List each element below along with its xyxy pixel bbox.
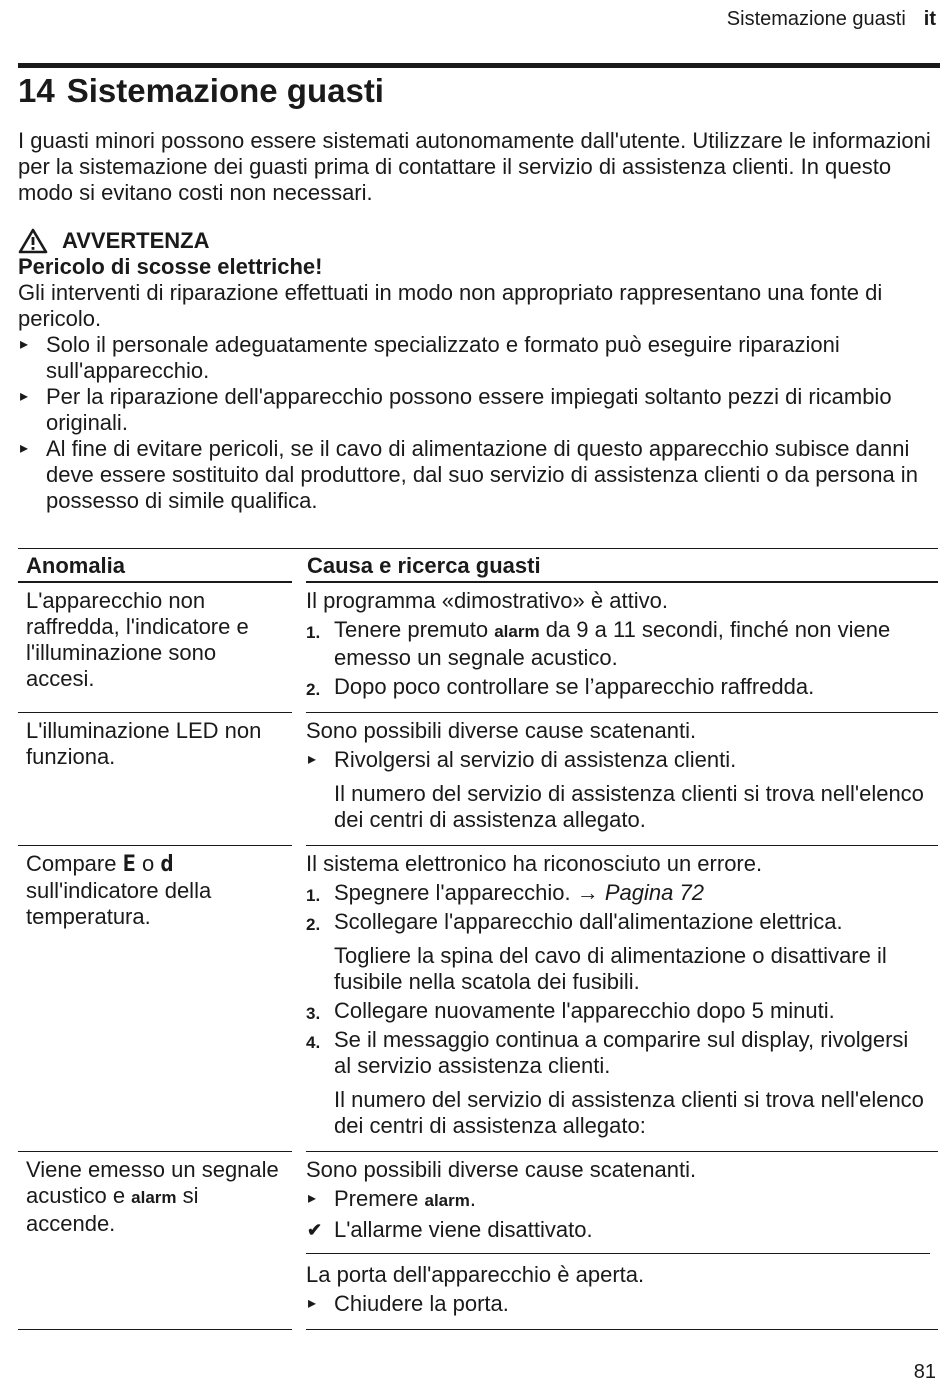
cause-text: La porta dell'apparecchio è aperta. [306, 1262, 645, 1287]
bullet-arrow-icon: ▸ [308, 1190, 317, 1207]
intro-paragraph: I guasti minori possono essere sistemati autonomamente dall'utente. Utilizzare le informazioni per la sistemazione dei guasti prima di contattare il servizio di assistenza clienti. In questo modo si evitano costi non necessari. [18, 128, 931, 205]
header-fault: Anomalia [18, 549, 299, 583]
display-symbol-e: E [122, 852, 136, 877]
warning-box [18, 228, 938, 514]
table-header-row [18, 549, 938, 583]
warning-subtitle: Pericolo di scosse elettriche! [18, 254, 323, 279]
step-item: 3. Collegare nuovamente l'apparecchio dopo 5 minuti. [306, 998, 835, 1023]
warning-bullet: ▸ Solo il personale adeguatamente specializzato e formato può eseguire riparazioni sull'apparecchio. [18, 332, 938, 384]
table-row [18, 1152, 938, 1330]
step-item: 2. Scollegare l'apparecchio dall'alimentazione elettrica. [306, 909, 843, 934]
alarm-key-label: alarm [494, 622, 540, 641]
header-section: Sistemazione guasti [726, 8, 906, 30]
fault-cell: L'illuminazione LED non funziona. [18, 713, 299, 846]
header-language: it [923, 8, 936, 30]
running-header [727, 8, 936, 31]
table-row [18, 846, 938, 1152]
step-item: 1. Spegnere l'apparecchio. → Pagina 72 [306, 880, 704, 905]
fault-table [18, 548, 938, 1330]
table-row [18, 713, 938, 846]
alarm-key-label: alarm [131, 1188, 177, 1207]
warning-text: Gli interventi di riparazione effettuati in modo non appropriato rappresentano una fonte di pericolo. [18, 280, 883, 331]
chapter-number: 14 [18, 72, 55, 109]
cause-cell [299, 1152, 938, 1330]
cause-text: Il programma «dimostrativo» è attivo. [306, 588, 668, 613]
action-item: ▸ Rivolgersi al servizio di assistenza clienti. [308, 747, 737, 772]
header-cause: Causa e ricerca guasti [299, 549, 938, 583]
header-rule [18, 63, 940, 68]
fault-cell: Viene emesso un segnale acustico e alarm si accende. [18, 1152, 299, 1330]
step-item: 4. Se il messaggio continua a comparire sul display, rivolgersi al servizio assistenza clienti. [306, 1027, 909, 1078]
cause-cell [299, 582, 938, 713]
steps-list [306, 617, 930, 700]
warning-bullets [18, 332, 938, 514]
step-note: Togliere la spina del cavo di alimentazione o disattivare il fusibile nella scatola dei fusibili. [334, 943, 887, 994]
fault-cell: Compare E o d sull'indicatore della temperatura. [18, 846, 299, 1152]
warning-triangle-icon [18, 228, 48, 254]
warning-bullet: ▸ Per la riparazione dell'apparecchio possono essere impiegati soltanto pezzi di ricambio originali. [18, 384, 938, 436]
step-item: 2. Dopo poco controllare se l’apparecchio raffredda. [306, 674, 815, 699]
warning-heading [18, 228, 938, 254]
alarm-key-label: alarm [424, 1191, 470, 1210]
cause-text: Sono possibili diverse cause scatenanti. [306, 718, 697, 743]
action-item: ▸ Premere alarm. [308, 1186, 476, 1211]
step-item: 1. Tenere premuto alarm da 9 a 11 secondi, finché non viene emesso un segnale acustico. [306, 617, 891, 670]
cause-block-2 [298, 1253, 930, 1317]
table-row [18, 582, 938, 713]
step-note: Il numero del servizio di assistenza clienti si trova nell'elenco dei centri di assistenza allegato: [334, 1087, 924, 1138]
cause-cell [299, 846, 938, 1152]
warning-label: AVVERTENZA [62, 228, 210, 253]
steps-list [306, 880, 930, 1139]
result-item: ✔ L'allarme viene disattivato. [307, 1217, 593, 1242]
page-number: 81 [913, 1361, 936, 1383]
bullet-arrow-icon: ▸ [308, 1295, 317, 1312]
note-text: Il numero del servizio di assistenza clienti si trova nell'elenco dei centri di assistenza allegato. [334, 781, 924, 832]
action-item: ▸ Chiudere la porta. [308, 1291, 509, 1316]
warning-bullet: ▸ Al fine di evitare pericoli, se il cavo di alimentazione di questo apparecchio subisce danni deve essere sostituito dal produttore, dal suo servizio di assistenza clienti o da persona in possesso di simile qualifica. [18, 436, 938, 514]
checkmark-icon: ✔ [307, 1220, 323, 1240]
chapter-title [18, 72, 384, 110]
page-reference: Pagina 72 [604, 880, 704, 905]
arrow-right-icon: → [576, 880, 599, 905]
display-symbol-d: d [160, 852, 174, 877]
cause-text: Il sistema elettronico ha riconosciuto un errore. [306, 851, 763, 876]
cause-text: Sono possibili diverse cause scatenanti. [306, 1157, 697, 1182]
chapter-title-text: Sistemazione guasti [66, 72, 384, 109]
cause-cell [299, 713, 938, 846]
fault-cell: L'apparecchio non raffredda, l'indicatore e l'illuminazione sono accesi. [18, 582, 299, 713]
bullet-arrow-icon: ▸ [308, 751, 317, 768]
